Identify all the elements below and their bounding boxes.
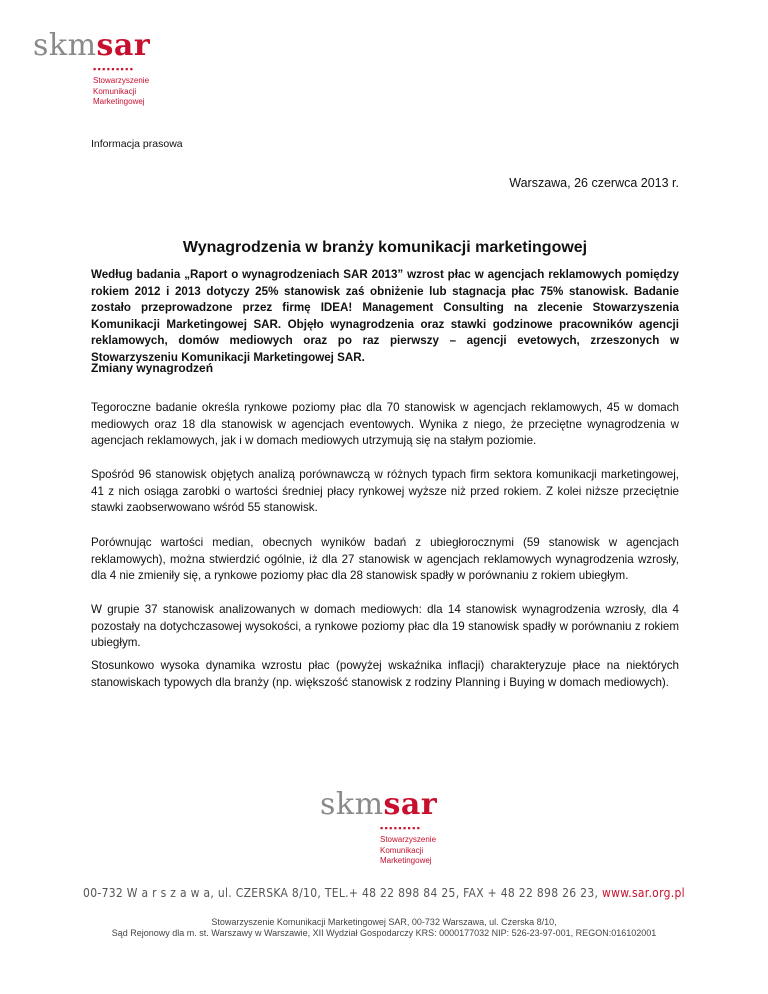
lead-paragraph: Według badania „Raport o wynagrodzeniach SAR 2013” wzrost płac w agencjach reklamowych pomiędzy rokiem 2012 i 2013 dotyczy 25% stanowisk zaś obniżenie lub stagnacja płac 75% stanowisk. Badanie zostało przeprowadzone przez firmę IDEA! Management Consulting na zlecenie Stowarzyszenia Komunikacji Marketingowej SAR. Objęło wynagrodzenia oraz stawki godzinowe pracowników agencji reklamowych, domów mediowych oraz po raz pierwszy – agencji evetowych, zrzeszonych w Stowarzyszeniu Komunikacji Marketingowej SAR. <box>91 268 679 364</box>
body-paragraph: Tegoroczne badanie określa rynkowe poziomy płac dla 70 stanowisk w agencjach reklamowych, 45 w domach mediowych oraz 18 dla stanowisk w agencjach eventowych. Wynika z niego, że przeciętne wynagrodzenia w agencjach reklamowych, jak i w domach mediowych utrzymują się na stałym poziomie. <box>91 401 679 447</box>
website-link[interactable]: www.sar.org.pl <box>601 886 685 900</box>
footer-contact: 00-732 W a r s z a w a, ul. CZERSKA 8/10, TEL.+ 48 22 898 84 25, FAX + 48 22 898 26 23, www.sar.org.pl <box>83 886 685 900</box>
logo-subtitle: Stowarzyszenie Komunikacji Marketingowej <box>93 76 150 106</box>
press-label: Informacja prasowa <box>91 138 183 150</box>
logo-bottom <box>320 787 438 867</box>
document-date: Warszawa, 26 czerwca 2013 r. <box>509 176 679 190</box>
document-title: Wynagrodzenia w branży komunikacji marketingowej <box>182 239 588 256</box>
body-paragraph: Stosunkowo wysoka dynamika wzrostu płac (powyżej wskaźnika inflacji) charakteryzuje płace na niektórych stanowiskach typowych dla branży (np. większość stanowisk z rodziny Planning i Buying w domach mediowych). <box>91 659 679 689</box>
logo-wordmark: skmsar <box>33 28 151 63</box>
body-paragraph: Spośród 96 stanowisk objętych analizą porównawczą w różnych typach firm sektora komunikacji marketingowej, 41 z nich osiąga zarobki o wartości średniej płacy rynkowej wyższe niż przed rokiem. Z kolei niższe przeciętnie stawki zaobserwowano wśród 55 stanowisk. <box>91 468 679 514</box>
footer-legal: Stowarzyszenie Komunikacji Marketingowej SAR, 00-732 Warszawa, ul. Czerska 8/10, Sąd Rejonowy dla m. st. Warszawy w Warszawie, XII Wydział Gospodarczy KRS: 0000177032 NIP: 526-23-97-001, REGON:016102001 <box>111 917 657 938</box>
logo-dots: ▪▪▪▪▪▪▪▪▪ <box>93 64 135 74</box>
logo-subtitle: Stowarzyszenie Komunikacji Marketingowej <box>380 835 437 865</box>
logo-top <box>33 28 151 108</box>
section-heading: Zmiany wynagrodzeń <box>91 361 214 375</box>
logo-wordmark: skmsar <box>320 787 438 822</box>
body-paragraph: W grupie 37 stanowisk analizowanych w domach mediowych: dla 14 stanowisk wynagrodzenia wzrosły, dla 4 pozostały na dotychczasowej wysokości, a rynkowe poziomy płac dla 19 stanowisk spadły w porównaniu z rokiem ubiegłym. <box>91 603 679 649</box>
logo-dots: ▪▪▪▪▪▪▪▪▪ <box>380 823 422 833</box>
body-paragraph: Porównując wartości median, obecnych wyników badań z ubiegłorocznymi (59 stanowisk w agencjach reklamowych), można stwierdzić ogólnie, iż dla 27 stanowisk w agencjach reklamowych wynagrodzenia wzrosły, dla 4 nie zmieniły się, a rynkowe poziomy płac dla 28 stanowisk spadły w porównaniu z rokiem ubiegłym. <box>91 536 679 582</box>
